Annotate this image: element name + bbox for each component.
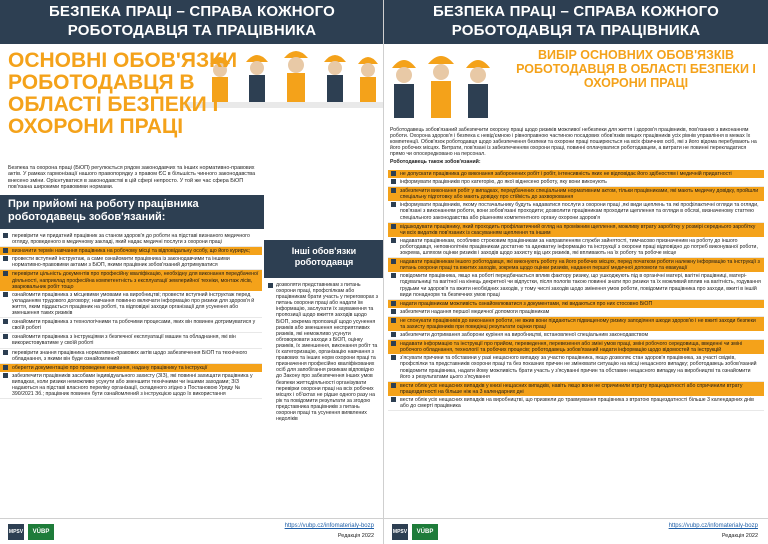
list-item: провести вступний інструктаж, а саме ознайомити працівника із законодавчими та іншими нормативно-правовими актами з БіОП, якими працівник зобов'язаний дотримуватися [0,255,262,270]
bullet-icon [391,259,396,264]
bullet-icon [3,248,8,253]
list-item: надати працівникам можливість ознайомлюватися з документами, які видаються про них стосовно БіОП [388,300,764,308]
bullet-icon [391,397,396,402]
other-duties-heading: Інші обов'язки роботодавця [264,240,384,278]
bullet-icon [3,373,8,378]
bullet-icon [391,224,396,229]
bullet-icon [391,383,396,388]
list-item: забезпечити виконання робіт у випадках, передбачених спеціальним нормативним актом, тільки працівниками, які мають медичну довідку, пройшли спеціальну підготовку або мають довідку про стійкість до захворювання [388,187,764,201]
list-item: інформувати працівників про категорію, до якої віднесено роботу, яку вони виконують [388,178,764,187]
bullet-icon [391,309,396,314]
bullet-icon [3,233,8,238]
intro-paragraph: Безпека та охорона праці (БіОП) регулюється рядом законодавчих та інших нормативно-правових актів. У рамках гармонізації нашого правопорядку з правом ЄС в більшість чинного законодавства внесено зміни. Орієнтуватися в законодавстві в цій сфері непросто. У той же час сфера БіОП пов'язана широкими правовими нормами. [8,165,256,191]
list-item: визначити термін навчання працівника на робочому місці та відповідальну особу, що його курирує; [0,247,262,255]
bullet-icon [391,202,396,207]
list-item: надавати працівникам, особливо строковим працівникам за направленням служби зайнятості, тимчасово призначеним на роботу до іншого роботодавця, неповнолітнім працівникам достатню та адекватну інформацію та інструкції з охорони праці відповідно до потреб виконуваної роботи, зокрема, шляхом оцінки ризиків і заходів щодо захисту від цих ризиків, які впливають на їх роботу та робоче місце [388,237,764,258]
list-item: ознайомити працівника з технологічними та робочими процесами, яких він повинен дотримуватися у своїй роботі [0,318,262,333]
mpsv-logo: MPSV [8,524,24,540]
bullet-icon [391,355,396,360]
list-item: надавати працівникам іншого роботодавця, які виконують роботу на його робочих місцях, перед початком роботи належну інформацію та інструкції з питань охорони праці та вжитих заходів, зокрема щодо оцінки ризиків, надання першої медичної допомоги та евакуації [388,258,764,272]
vubp-logo: VÚBP [28,524,54,540]
bullet-icon [391,332,396,337]
duties-list [388,170,764,411]
intro-paragraph: Роботодавець зобов'язаний забезпечити охорону праці щодо ризиків можливої небезпеки для життя і здоров'я працівників, пов'язаних з виконанням роботи. Охорона здоров'я і безпека є невід'ємною і рівноправною частиною посадових обов'язків вищих працівників усіх рівнів управління в межах їх компетенції. Обов'язок роботодавця щодо забезпечення безпеки та охорони праці поширюється на всіх фізичних осіб, які з його відома перебувають на його робочих місцях. Витрати, пов'язані із забезпеченням охорони праці, повинні оплачуватися роботодавцем, а витрати не повинні перекладатися прямо чи опосередковано на персонал. Роботодавець також зобов'язаний: [390,127,762,166]
bullet-icon [3,365,8,370]
duties-list [0,232,262,399]
list-item: перевірити чи придатний працівник за станом здоров'я до роботи на підставі визнаного медичного огляду, проведеного в медичному закладі, який надає медичні послуги з охорони праці [0,232,262,247]
edition-date: Редакція 2022 [337,533,374,539]
list-item: забезпечити дотримання заборони куріння на виробництві, встановленої спеціальним законодавством [388,331,764,340]
list-item: інформувати працівників, якому постачальнику будуть надаватися послуги з охорони праці ,які види щеплень та які профілактичні огляди та огляди, пов'язані з виконанням роботи, вони зобов'язані проходити; дозволити працівникам проходити щеплення та огляди в обсязі, визначеному статтею спеціального законодавства або рішенням компетентного органу охорони здоров'я [388,201,764,222]
other-duties-text: дозволяти представникам з питань охорони праці, профспілкам або працівникам брати участь у переговорах з питань охорони праці або надати їм інформацію, заслухати їх зауваження та пропозиції щодо вжиття заходів щодо БіОП, зокрема пропозиції щодо усунення ризиків або зменшення несприятливих ризиків, які неможливо усунути обговорювати заходи з БіОП, оцінку ризиків, їх зменшення, виконання робіт та їх категоризацію, організацію навчання з правових та інших норм охорони праці та призначення професійно кваліфікованих осіб для запобігання ризикам відповідно до Закону про забезпечення інших умов безпеки життєдіяльності організувати перевірки охорони праці на всіх робочих місцях і об'єктах не рідше одного разу на рік та повідомити результати за згодою представника працівників з питань охорони праці та усунення виявлених недоліків [268,282,380,422]
bullet-icon [391,171,396,176]
header-banner [384,0,768,44]
list-item: ознайомити працівника з інструкціями з безпечної експлуатації машин та обладнання, які він використовуватиме у своїй роботі [0,333,262,348]
page-title: ОСНОВНІ ОБОВ'ЯЗКИ РОБОТОДАВЦЯ В ОБЛАСТІ БЕЗПЕКИ І ОХОРОНИ ПРАЦІ [8,49,238,138]
header-banner [0,0,384,44]
list-item: вести облік усіх нещасних випадків на виробництві, що призвели до травмування працівника з втратою працездатності більше 3 календарних днів або до смерті працівника [388,396,764,411]
list-item: не допускати працівника до виконання заборонених робіт і робіт, інтенсивність яких не відповідає його здібностям і медичній придатності [388,170,764,178]
footer [384,518,768,544]
list-item: перевірити знання працівника нормативно-правових актів щодо забезпечення БіОП та технічного обладнання, з якими він буде ознайомлений [0,349,262,364]
list-heading: Роботодавець також зобов'язаний: [390,159,481,166]
bullet-icon [3,292,8,297]
bullet-icon [391,273,396,278]
bullet-icon [268,283,273,288]
bullet-icon [391,318,396,323]
list-item: з'ясувати причини та обставини у разі нещасного випадку за участю працівника, якщо дозволяє стан здоров'я працівника, за участі свідків, профспілки та представників охорони праці та без показних причин не змінювати ситуацію на місці нещасного випадку; роботодавець зобов'язаний повідомити працівника, надати йому можливість брати участь у з'ясуванні причин та обставин нещасного випадку на виробництві та ознайомити його з результатами цього з'ясування [388,354,764,381]
mpsv-logo: MPSV [392,524,408,540]
bullet-icon [3,350,8,355]
bullet-icon [391,188,396,193]
banner-line-1: БЕЗПЕКА ПРАЦІ – СПРАВА КОЖНОГО [48,3,336,20]
workers-illustration [384,44,504,120]
list-item: перевірити цільність документів про професійну кваліфікацію, необхідну для виконання передбаченої діяльності, наприклад професійна компетентність з експлуатації землерийної техніки, монтаж лісів, зварювальник робіт тощо [0,270,262,290]
bullet-icon [391,238,396,243]
footer-link[interactable]: https://vubp.cz/infomaterialy-bozp [668,523,758,529]
bullet-icon [391,179,396,184]
list-item: забезпечити надання першої медичної допомоги працівникам [388,308,764,317]
list-item: відшкодувати працівнику, який проходить профілактичний огляд на проміжним щеплення, можливу втрату заробітку у розмірі середнього заробітку чи всіх видатків пов'язаних із скасуванням щеплення та іншим [388,223,764,237]
list-item: вести облік усіх нещасних випадків у книзі нещасних випадків, навіть якщо вони не спричинили втрату працездатності або спричинили втрату працездатності на більше ніж на 3 календарних дні [388,382,764,396]
banner-line-1: БЕЗПЕКА ПРАЦІ – СПРАВА КОЖНОГО [432,3,720,20]
bullet-icon [391,341,396,346]
footer-link[interactable]: https://vubp.cz/infomaterialy-bozp [284,523,374,529]
banner-line-2: РОБОТОДАВЦЯ ТА ПРАЦІВНИКА [451,22,701,39]
vubp-logo: VÚBP [412,524,438,540]
list-item: забезпечити працівників засобами індивідуального захисту (ЗІЗ), які повинні захищати працівника у випадках, коли ризики неможливо усунути або зменшити технічними чи іншими заходами; ЗІЗ надаються на підставі власного переліку організації, складеного згідно з Постановою Уряду № 390/2021 Зб.; працівник повинен бути ознайомлений з інструкцією щодо їх використання [0,372,262,399]
bullet-icon [391,301,396,306]
section-heading: При прийомі на роботу працівника роботодавець зобов'язаний: [0,195,264,229]
page-title: ВИБІР ОСНОВНИХ ОБОВ'ЯЗКІВ РОБОТОДАВЦЯ В ОБЛАСТІ БЕЗПЕКИ І ОХОРОНИ ПРАЦІ [504,44,768,104]
list-item: ознайомити працівника з місцевими умовами на виробництві; провести вступний інструктаж перед укладанням трудового договору; навчання повинно включати інформацію про ризики для здоров'я й життя, яким піддається працівник на роботі, та відповідні заходи організації для усунення або зменшення таких ризиків [0,291,262,318]
bullet-icon [3,334,8,339]
right-page [384,0,768,544]
bullet-icon [3,256,8,261]
list-item: оберегти документацію про проведене навчання, надану працівнику та інструкції [0,364,262,372]
list-item: надавати інформацію та інструкції про прийом, переведення, перевезення або зміні умов праці, зміні робочого середовища, введенні чи зміні робочого обладнання, технології та робочих процесів; роботодавець зобов'язаний надати інформацію щодо відомостей та інструкцій [388,340,764,354]
bullet-icon [3,271,8,276]
bullet-icon [3,319,8,324]
edition-date: Редакція 2022 [721,533,758,539]
list-item: повідомити працівника, якщо на роботі передбачається вплив фактору ризику, що ушкоджують під в органічні матері, вагітні працівниці, матері-годувальниці та вагітної на кінець декретної чи відпустки, після пологів такою повинні знати про ризики та їх можливий вплив на вагітність, годування грудьми чи здоров'я та вжити необхідних заходів, у тому числі заходів щодо змінення умов роботи, повідомити працівника про заходи, вжиті в іншій види понаднорм та безпечних умов праці [388,272,764,299]
banner-line-2: РОБОТОДАВЦЯ ТА ПРАЦІВНИКА [67,22,317,39]
list-item: не спонукати працівників до виконання роботи, не вжив вони піддаються підвищеному ризику заподіяння шкоди здоров'ю і не вжиті заходи безпеки та захисту працівників при поведінці результати оцінки праці [388,317,764,331]
footer [0,518,384,544]
